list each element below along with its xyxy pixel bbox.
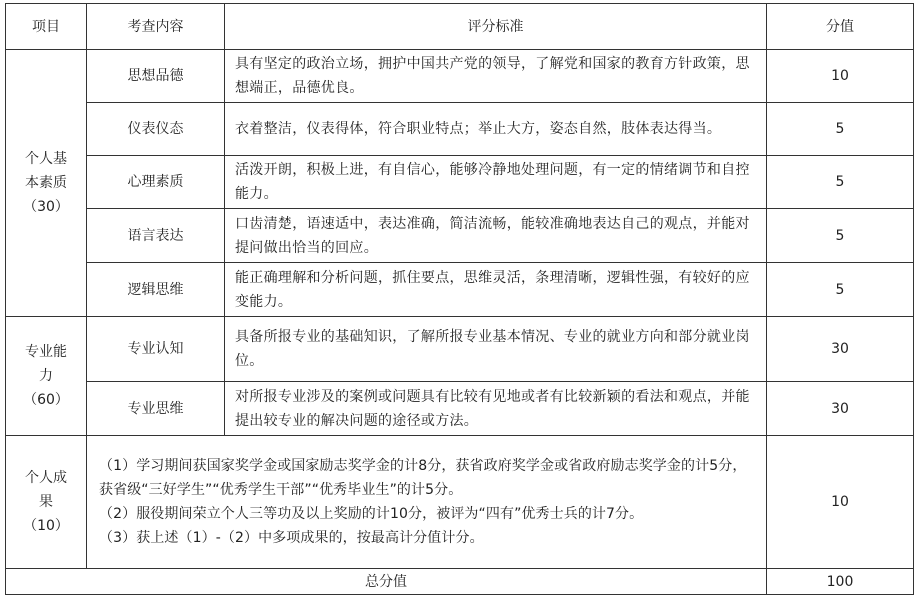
criteria-cell: 对所报专业涉及的案例或问题具有比较有见地或者有比较新颖的看法和观点，并能提出较专业的解决问题的途径或方法。 [225, 382, 767, 436]
score-cell: 30 [767, 382, 914, 436]
score-cell: 5 [767, 156, 914, 209]
score-cell: 5 [767, 263, 914, 317]
header-content: 考查内容 [87, 4, 225, 50]
criteria-cell: 口齿清楚，语速适中，表达准确，简洁流畅，能较准确地表达自己的观点，并能对提问做出恰当的回应。 [225, 209, 767, 263]
table-row [6, 50, 914, 103]
content-cell: 语言表达 [87, 209, 225, 263]
header-item: 项目 [6, 4, 87, 50]
score-cell: 30 [767, 317, 914, 382]
score-cell: 5 [767, 103, 914, 156]
content-cell: 思想品德 [87, 50, 225, 103]
category-basic-quality: 个人基 本素质 （30） [6, 50, 87, 317]
category-personal-achievements: 个人成 果 （10） [6, 436, 87, 569]
table-row [6, 317, 914, 382]
score-cell: 10 [767, 50, 914, 103]
table-row [6, 209, 914, 263]
table-row [6, 103, 914, 156]
header-score: 分值 [767, 4, 914, 50]
total-row [6, 569, 914, 595]
table-row [6, 263, 914, 317]
achievement-line: （1）学习期间获国家奖学金或国家励志奖学金的计8分，获省政府奖学金或省政府励志奖学金的计5分，获省级“三好学生”“优秀学生干部”“优秀毕业生”的计5分。 [99, 458, 747, 498]
score-cell: 10 [767, 436, 914, 569]
content-cell: 心理素质 [87, 156, 225, 209]
header-row [6, 4, 914, 50]
achievement-line: （2）服役期间荣立个人三等功及以上奖励的计10分，被评为“四有”优秀士兵的计7分。 [99, 506, 644, 522]
table-row [6, 382, 914, 436]
header-criteria: 评分标准 [225, 4, 767, 50]
total-score: 100 [767, 569, 914, 595]
criteria-cell: 衣着整洁，仪表得体，符合职业特点；举止大方，姿态自然，肢体表达得当。 [225, 103, 767, 156]
achievement-line: （3）获上述（1）-（2）中多项成果的，按最高计分值计分。 [99, 530, 484, 546]
category-professional-ability: 专业能 力 （60） [6, 317, 87, 436]
criteria-cell: 活泼开朗，积极上进，有自信心，能够冷静地处理问题，有一定的情绪调节和自控能力。 [225, 156, 767, 209]
content-cell: 专业认知 [87, 317, 225, 382]
score-cell: 5 [767, 209, 914, 263]
content-cell: 仪表仪态 [87, 103, 225, 156]
content-cell: 逻辑思维 [87, 263, 225, 317]
achievements-criteria [87, 436, 767, 569]
scoring-table [5, 3, 914, 595]
criteria-cell: 能正确理解和分析问题，抓住要点，思维灵活，条理清晰，逻辑性强，有较好的应变能力。 [225, 263, 767, 317]
content-cell: 专业思维 [87, 382, 225, 436]
table-row [6, 436, 914, 569]
table-row [6, 156, 914, 209]
criteria-cell: 具有坚定的政治立场，拥护中国共产党的领导，了解党和国家的教育方针政策，思想端正，品德优良。 [225, 50, 767, 103]
total-label: 总分值 [6, 569, 767, 595]
criteria-cell: 具备所报专业的基础知识，了解所报专业基本情况、专业的就业方向和部分就业岗位。 [225, 317, 767, 382]
